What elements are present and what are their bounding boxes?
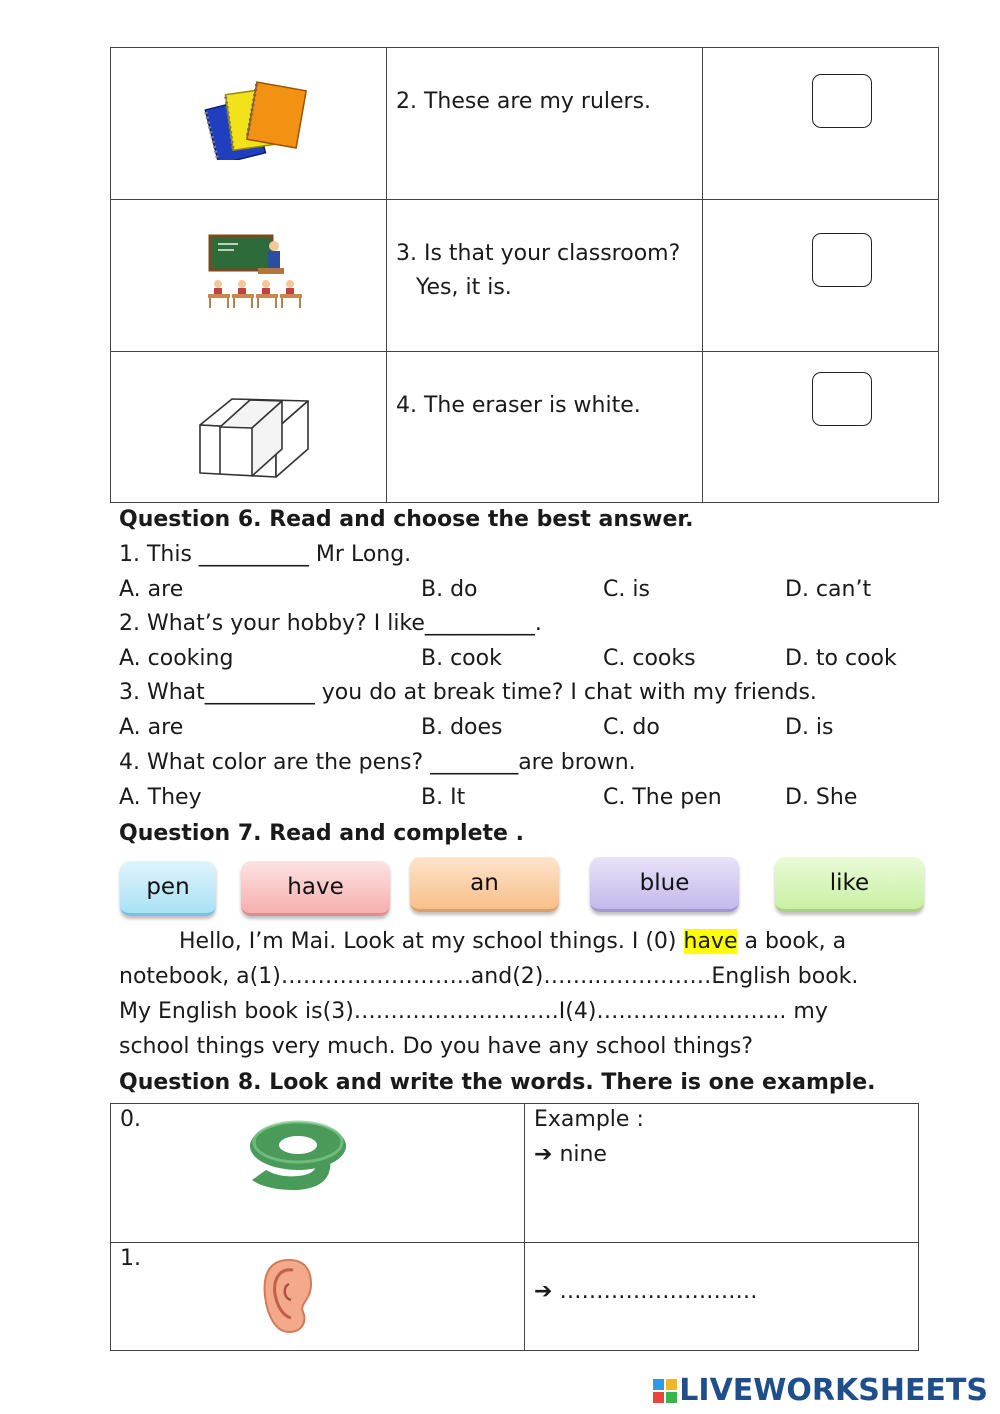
q6-2-option-c[interactable]: C. cooks: [603, 646, 696, 671]
highlighted-answer: have: [683, 929, 738, 954]
passage-line-2: notebook, a(1)……………………..and(2)……..……………English book.: [119, 964, 859, 989]
logo-text: LIVEWORKSHEETS: [679, 1373, 988, 1408]
answer-text: nine: [559, 1142, 607, 1167]
q6-2-option-b[interactable]: B. cook: [421, 646, 502, 671]
q6-4-option-c[interactable]: C. The pen: [603, 785, 722, 810]
word-box-pen[interactable]: pen: [120, 861, 216, 916]
word-box-an[interactable]: an: [410, 857, 559, 912]
example-answer: [534, 1141, 607, 1169]
answer-cell: [703, 200, 939, 352]
logo-grid-icon: [653, 1379, 677, 1403]
passage-line-1: [179, 928, 846, 956]
q6-1-option-c[interactable]: C. is: [603, 577, 650, 602]
q6-4-option-b[interactable]: B. It: [421, 785, 466, 810]
word-box-like[interactable]: like: [775, 857, 924, 912]
image-cell: [111, 1243, 525, 1351]
q6-question-4: 4. What color are the pens? ________are brown.: [119, 750, 636, 775]
answer-cell: [703, 352, 939, 503]
passage-line-3: My English book is(3)……………………….I(4)…………………….. my: [119, 999, 828, 1024]
classroom-icon: [206, 232, 304, 312]
question-8-title: Question 8. Look and write the words. There is one example.: [119, 1070, 876, 1095]
q6-question-2: 2. What’s your hobby? I like__________.: [119, 611, 542, 636]
q6-4-option-a[interactable]: A. They: [119, 785, 202, 810]
passage-text: a book, a: [737, 929, 847, 954]
q6-2-option-a[interactable]: A. cooking: [119, 646, 234, 671]
q6-4-option-d[interactable]: D. She: [785, 785, 858, 810]
word-box-blue[interactable]: blue: [590, 857, 739, 912]
eraser-icon: [196, 377, 314, 485]
word-box-have[interactable]: have: [241, 861, 390, 916]
statement-line: Yes, it is.: [416, 275, 512, 300]
image-cell: [111, 48, 387, 200]
liveworksheets-logo[interactable]: [653, 1373, 988, 1408]
answer-line: [534, 1278, 757, 1306]
arrow-icon: ➔: [534, 1279, 553, 1304]
statements-table: [110, 47, 939, 503]
q6-1-option-a[interactable]: A. are: [119, 577, 184, 602]
answer-checkbox[interactable]: [812, 233, 872, 287]
q6-1-option-b[interactable]: B. do: [421, 577, 478, 602]
image-cell: [111, 352, 387, 503]
q6-3-option-c[interactable]: C. do: [603, 715, 660, 740]
ear-icon: [259, 1256, 317, 1336]
q6-3-option-d[interactable]: D. is: [785, 715, 834, 740]
answer-cell: [525, 1243, 919, 1351]
image-cell: [111, 1104, 525, 1243]
statement-cell: [387, 48, 703, 200]
statement-line: 3. Is that your classroom?: [396, 241, 681, 266]
q6-question-3: 3. What__________ you do at break time? I chat with my friends.: [119, 680, 817, 705]
answer-cell: [703, 48, 939, 200]
q6-question-1: 1. This __________ Mr Long.: [119, 542, 412, 567]
q6-1-option-d[interactable]: D. can’t: [785, 577, 872, 602]
arrow-icon: ➔: [534, 1142, 553, 1167]
statement-text: [396, 237, 680, 305]
example-label: Example :: [534, 1107, 644, 1132]
q6-3-option-a[interactable]: A. are: [119, 715, 184, 740]
statement-text: 4. The eraser is white.: [396, 393, 641, 418]
q6-3-option-b[interactable]: B. does: [421, 715, 503, 740]
passage-text: Hello, I’m Mai. Look at my school things. I (0): [179, 929, 684, 954]
question-7-title: Question 7. Read and complete .: [119, 821, 524, 846]
row-number: 1.: [120, 1246, 141, 1271]
passage-line-4: school things very much. Do you have any school things?: [119, 1034, 754, 1059]
statement-text: 2. These are my rulers.: [396, 89, 652, 114]
answer-checkbox[interactable]: [812, 372, 872, 426]
image-cell: [111, 200, 387, 352]
notebooks-icon: [201, 78, 311, 160]
answer-cell: [525, 1104, 919, 1243]
number-nine-icon: [244, 1114, 352, 1196]
answer-checkbox[interactable]: [812, 74, 872, 128]
q6-2-option-d[interactable]: D. to cook: [785, 646, 897, 671]
statement-cell: [387, 352, 703, 503]
answer-blank[interactable]: ………………………: [559, 1279, 758, 1304]
statement-cell: [387, 200, 703, 352]
row-number: 0.: [120, 1107, 141, 1132]
write-words-table: [110, 1103, 919, 1351]
question-6-title: Question 6. Read and choose the best answer.: [119, 507, 694, 532]
